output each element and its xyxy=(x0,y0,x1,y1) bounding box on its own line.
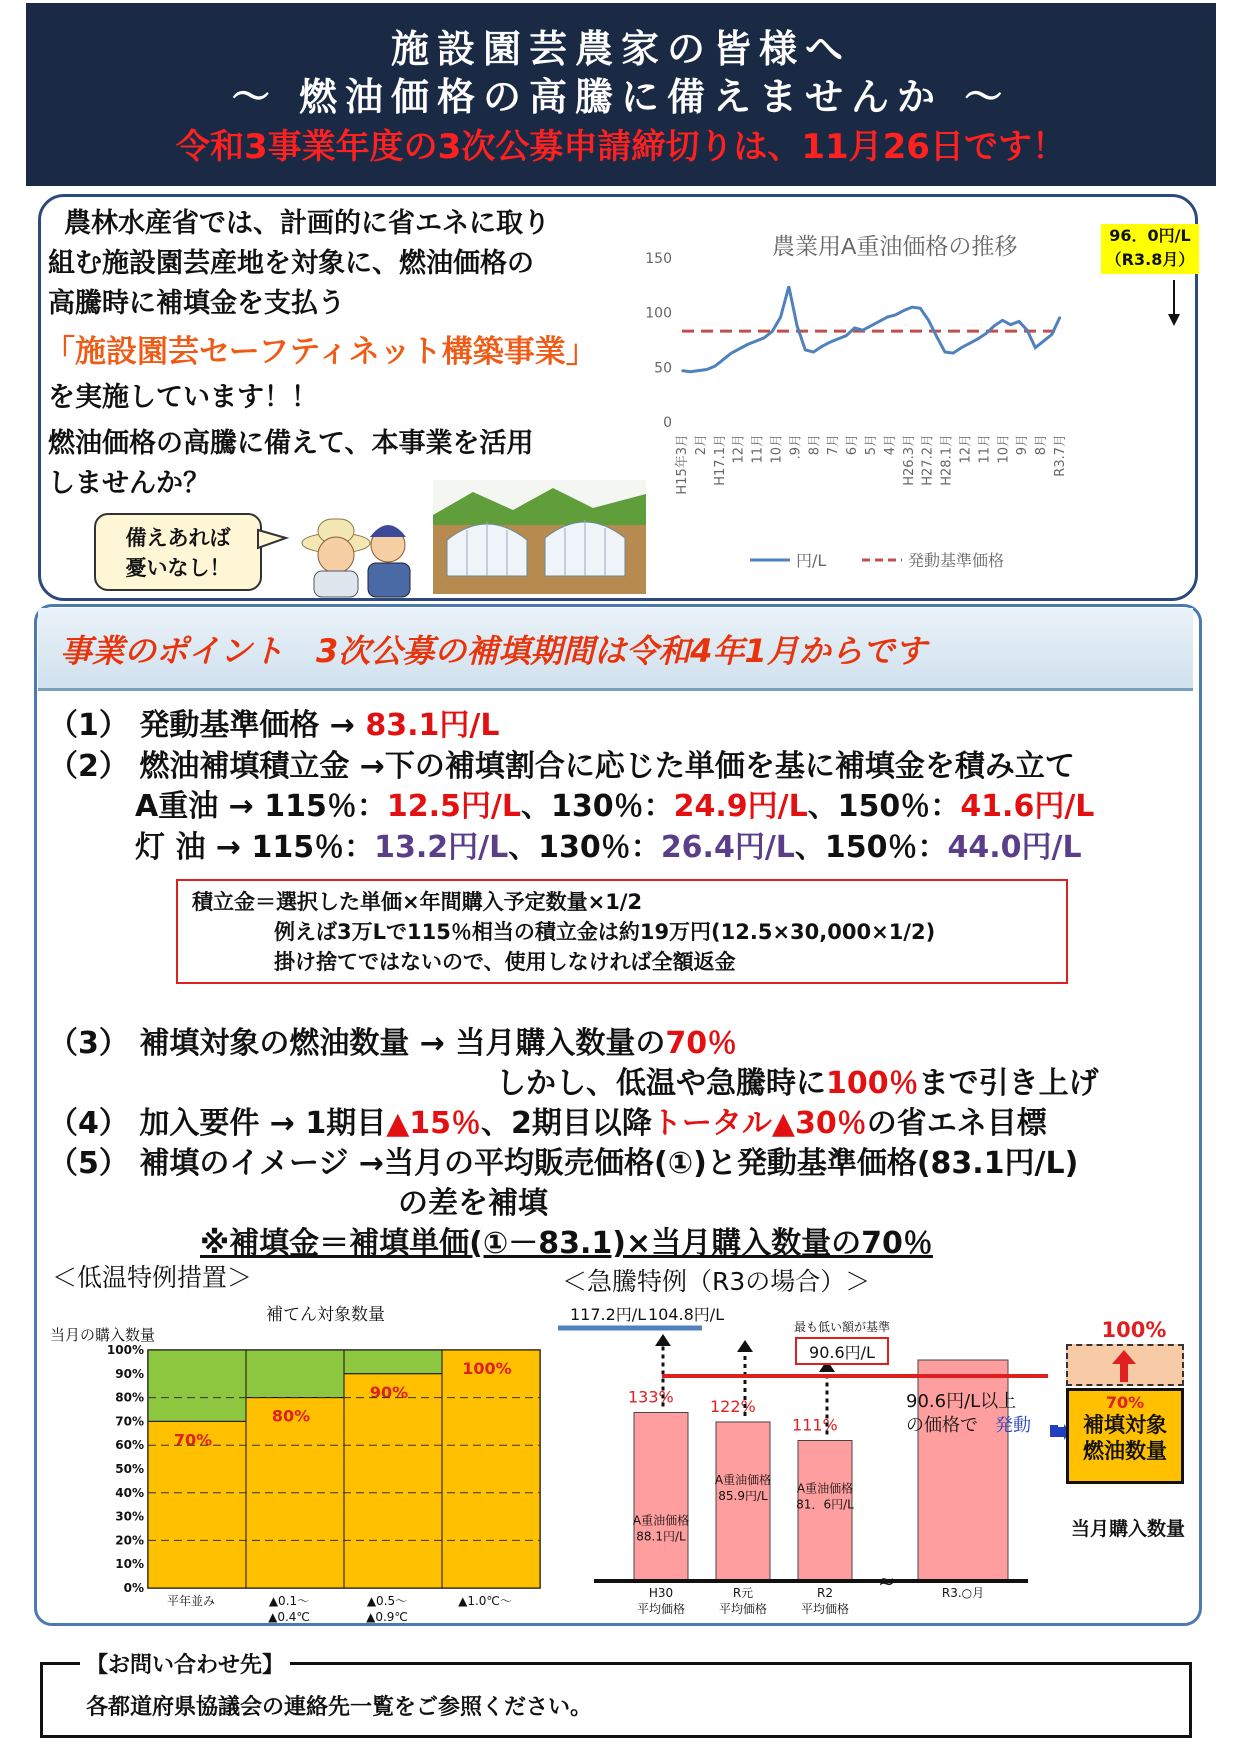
low-temp-title: ＜低温特例措置＞ xyxy=(52,1263,253,1292)
surge-chart xyxy=(570,1300,1058,1620)
price-point xyxy=(804,349,806,351)
price-point xyxy=(895,314,897,316)
legend-price-label: 円/L xyxy=(796,551,827,570)
item-5-line-2: の差を補填 xyxy=(398,1186,548,1221)
price-point xyxy=(870,325,872,327)
price-point xyxy=(698,370,700,372)
farmers-illustration xyxy=(296,505,428,597)
y-tick-label: 150 xyxy=(645,251,672,267)
item-2: （2） 燃油補填積立金 →下の補填割合に応じた単価を基に補填金を積み立て xyxy=(48,749,1075,784)
item-3 xyxy=(48,1018,737,1062)
low-temp-chart xyxy=(48,1300,558,1624)
formula-line-3: 掛け捨てではないので、使用しなければ全額返金 xyxy=(274,950,736,974)
deadline-notice: 令和3事業年度の3次公募申請締切りは、11月26日です！ xyxy=(176,127,1066,167)
item-1-label: （1） 発動基準価格 → xyxy=(48,708,355,743)
formula-line-2: 例えば3万Lで115％相当の積立金は約19万円(12.5×30,000×1/2) xyxy=(274,920,936,944)
contact-body: 各都道府県協議会の連絡先一覧をご参照ください。 xyxy=(86,1695,593,1720)
item-5: （5） 補填のイメージ →当月の平均販売価格(①)と発動基準価格(83.1円/L) xyxy=(48,1146,1079,1181)
price-point xyxy=(911,306,913,308)
lt-x-tick: ▲0.9℃ xyxy=(366,1610,408,1624)
lt-green-region xyxy=(246,1350,344,1398)
lt-chart-title: 補てん対象数量 xyxy=(266,1305,385,1325)
formula-line-1: 積立金＝選択した単価×年間購入予定数量×1/2 xyxy=(192,890,643,914)
a-oil-label: A重油 → 115％： xyxy=(135,789,387,824)
x-tick-label: H28.1月 xyxy=(939,434,955,486)
price-point xyxy=(920,307,922,309)
y-tick-label: 100 xyxy=(645,305,672,322)
price-point xyxy=(796,325,798,327)
trigger-note-3: 発動 xyxy=(995,1415,1031,1436)
price-point xyxy=(862,329,864,331)
surge-arrow-head xyxy=(737,1340,753,1352)
lt-bar-label: 90% xyxy=(369,1382,409,1402)
x-tick-label: 8月 xyxy=(1034,434,1050,456)
price-point xyxy=(714,365,716,367)
lt-y-tick: 50% xyxy=(115,1462,144,1476)
price-point xyxy=(681,370,683,372)
a-oil-150: 41.6円/L xyxy=(960,789,1095,824)
x-tick-label: 4月 xyxy=(882,434,898,456)
a-oil-130: 24.9円/L xyxy=(673,789,808,824)
kerosene-130: 26.4円/L xyxy=(660,830,795,865)
price-point xyxy=(1010,324,1012,326)
surge-x-tick: R元 xyxy=(732,1586,754,1600)
surge-bar-label: A重油価格 xyxy=(796,1481,854,1496)
kerosene-sep-2: 、150％： xyxy=(794,830,948,865)
price-point xyxy=(813,351,815,353)
price-point xyxy=(788,286,790,288)
intro-line-2: 組む施設園芸産地を対象に、燃油価格の xyxy=(48,248,534,279)
y-tick-label: 50 xyxy=(654,360,672,377)
price-point xyxy=(739,348,741,350)
x-tick-label: 9月 xyxy=(1015,434,1031,456)
surge-x-tick: 平均価格 xyxy=(800,1602,850,1616)
kerosene-150: 44.0円/L xyxy=(947,830,1082,865)
price-point xyxy=(961,347,963,349)
surge-bar-label: A重油価格 xyxy=(632,1513,690,1528)
header-banner xyxy=(26,3,1216,186)
lt-y-tick: 20% xyxy=(115,1533,144,1548)
lt-y-tick: 40% xyxy=(115,1485,144,1500)
x-tick-label: R3.7月 xyxy=(1053,434,1068,477)
a-oil-rates xyxy=(135,781,1094,825)
price-series-line xyxy=(682,286,1060,371)
surge-percent: 122% xyxy=(710,1396,756,1416)
points-title: 事業のポイント 3次公募の補填期間は令和4年1月からです xyxy=(60,632,927,670)
item-4-label: （4） 加入要件 → 1期目 xyxy=(48,1106,387,1141)
price-point xyxy=(985,333,987,335)
price-point xyxy=(829,341,831,343)
lt-y-tick: 10% xyxy=(115,1557,144,1572)
lt-bar xyxy=(344,1374,442,1588)
price-point xyxy=(1018,321,1020,323)
trigger-note-2: の価格で xyxy=(906,1415,978,1436)
price-point xyxy=(722,359,724,361)
surge-bar xyxy=(634,1412,688,1581)
lt-bar xyxy=(442,1350,540,1588)
price-point xyxy=(1026,329,1028,331)
surge-x-tick: R3.○月 xyxy=(941,1586,985,1600)
surge-x-tick: 平均価格 xyxy=(636,1602,686,1616)
x-tick-label: 11月 xyxy=(977,434,993,464)
price-point xyxy=(747,344,749,346)
price-point xyxy=(993,325,995,327)
item-4-total: トータル▲30％ xyxy=(651,1106,867,1141)
price-point xyxy=(903,310,905,312)
price-point xyxy=(1035,347,1037,349)
item-1 xyxy=(48,700,499,744)
surge-percent: 111% xyxy=(792,1415,838,1435)
item-4 xyxy=(48,1098,1047,1142)
surge-bar-label: 88.1円/L xyxy=(636,1529,686,1544)
price-point xyxy=(706,369,708,371)
price-point xyxy=(780,316,782,318)
x-tick-label: .9月 xyxy=(788,434,804,460)
intro-line-1: 農林水産省では、計画的に省エネに取り xyxy=(64,208,550,239)
qty-mid-label: 70% xyxy=(1105,1393,1145,1412)
surge-cap-label: 104.8円/L xyxy=(648,1305,725,1324)
item-3b-value: 100％ xyxy=(826,1066,919,1101)
price-point xyxy=(755,340,757,342)
surge-cap-label: 117.2円/L xyxy=(570,1305,647,1324)
lt-y-tick: 100% xyxy=(106,1343,144,1357)
qty-top-label: 100% xyxy=(1101,1318,1167,1342)
surge-bar-label: 81．6円/L xyxy=(796,1497,854,1512)
price-point xyxy=(928,320,930,322)
surge-x-tick: 平均価格 xyxy=(718,1602,768,1616)
price-point xyxy=(821,346,823,348)
price-point xyxy=(772,330,774,332)
x-tick-label: 7月 xyxy=(826,434,842,456)
greenhouse-illustration xyxy=(433,480,646,594)
surge-bar-label: A重油価格 xyxy=(714,1472,772,1487)
price-point xyxy=(1002,320,1004,322)
qty-caption: 当月購入数量 xyxy=(1070,1518,1185,1540)
item-3-label: （3） 補填対象の燃油数量 → 当月購入数量の xyxy=(48,1026,666,1061)
callout-month: （R3.8月） xyxy=(1105,250,1195,269)
x-tick-label: 12月 xyxy=(958,434,974,464)
lt-x-tick: ▲0.1～ xyxy=(268,1594,310,1608)
reserve-formula-box xyxy=(176,879,1068,984)
header-subtitle: ～ 燃油価格の高騰に備えませんか ～ xyxy=(231,75,1011,119)
lowest-note: 最も低い額が基準 xyxy=(793,1320,891,1334)
qty-label-2: 燃油数量 xyxy=(1083,1439,1167,1463)
y-tick-label: 0 xyxy=(663,415,672,431)
item-4-first: ▲15％ xyxy=(386,1106,482,1141)
kerosene-sep-1: 、130％： xyxy=(508,830,661,865)
kerosene-115: 13.2円/L xyxy=(374,830,509,865)
kerosene-rates xyxy=(135,822,1082,866)
x-tick-label: H27.2月 xyxy=(920,434,936,486)
lt-y-tick: 90% xyxy=(115,1366,144,1381)
price-point xyxy=(854,327,856,329)
lt-green-region xyxy=(344,1350,442,1374)
price-point xyxy=(878,321,880,323)
price-point xyxy=(944,351,946,353)
x-tick-label: 12月 xyxy=(731,434,747,464)
chart-title: 農業用A重油価格の推移 xyxy=(772,233,1018,259)
price-point xyxy=(1043,340,1045,342)
item-3b-post: まで引き上げ xyxy=(918,1066,1099,1101)
surge-percent: 133% xyxy=(628,1387,674,1407)
a-oil-sep-1: 、130％： xyxy=(520,789,674,824)
intro-line-6: しませんか？ xyxy=(48,468,210,499)
lt-y-tick: 70% xyxy=(115,1414,144,1429)
bubble-tail xyxy=(258,526,288,556)
callout-price: 96．0円/L xyxy=(1109,226,1191,245)
bubble-line-1: 備えあれば xyxy=(125,526,231,550)
speech-bubble xyxy=(94,513,262,591)
item-4-mid: 、2期目以降 xyxy=(481,1106,652,1141)
price-point xyxy=(837,338,839,340)
points-title-bar xyxy=(38,608,1193,691)
qty-label-1: 補填対象 xyxy=(1083,1413,1167,1437)
lt-bar-label: 100% xyxy=(462,1359,512,1378)
surge-title: ＜急騰特例（R3の場合）＞ xyxy=(562,1267,871,1296)
surge-arrow-head xyxy=(655,1334,671,1346)
header-title: 施設園芸農家の皆様へ xyxy=(390,27,851,71)
surge-x-tick: R2 xyxy=(817,1586,833,1600)
latest-price-callout xyxy=(1101,224,1199,274)
a-oil-sep-2: 、150％： xyxy=(807,789,961,824)
threshold-value: 90.6円/L xyxy=(809,1343,875,1362)
price-point xyxy=(846,335,848,337)
item-3-value: 70％ xyxy=(665,1026,738,1061)
lt-bar-label: 70% xyxy=(173,1430,213,1450)
up-arrow-icon xyxy=(1112,1350,1136,1382)
kerosene-label: 灯 油 → 115％： xyxy=(135,830,375,865)
x-tick-label: 8月 xyxy=(807,434,823,456)
compensation-formula: ※補填金＝補填単価(①－83.1)×当月購入数量の70％ xyxy=(200,1226,933,1261)
lt-x-tick: ▲0.5～ xyxy=(366,1594,408,1608)
x-tick-label: 6月 xyxy=(845,434,861,456)
item-3b-pre: しかし、低温や急騰時に xyxy=(496,1066,826,1101)
contact-title: 【お問い合わせ先】 xyxy=(80,1648,290,1679)
lt-y-axis-label: 当月の購入数量 xyxy=(50,1326,156,1344)
x-tick-label: H26.3月 xyxy=(901,434,917,486)
price-point xyxy=(731,352,733,354)
lt-x-tick: 平年並み xyxy=(166,1594,216,1608)
price-point xyxy=(936,336,938,338)
lt-bar-label: 80% xyxy=(271,1406,311,1426)
lt-green-region xyxy=(148,1350,246,1421)
price-point xyxy=(977,338,979,340)
x-tick-label: 5月 xyxy=(864,434,879,456)
lt-x-tick: ▲0.4℃ xyxy=(268,1610,310,1624)
axis-break-icon: ≈ xyxy=(878,1569,895,1593)
x-tick-label: 2月 xyxy=(693,434,709,456)
x-tick-label: H15年3月 xyxy=(675,434,690,495)
lt-y-tick: 30% xyxy=(115,1509,144,1524)
price-point xyxy=(887,316,889,318)
item-4-post: の省エネ目標 xyxy=(866,1106,1047,1141)
lt-y-tick: 80% xyxy=(115,1390,144,1405)
a-oil-115: 12.5円/L xyxy=(386,789,521,824)
price-point xyxy=(689,371,691,373)
x-tick-label: 11月 xyxy=(750,434,766,464)
surge-x-tick: H30 xyxy=(648,1586,674,1600)
price-point xyxy=(1059,316,1061,318)
lt-y-tick: 60% xyxy=(115,1438,144,1453)
program-name: 「施設園芸セーフティネット構築事業」 xyxy=(44,334,597,370)
intro-line-4: を実施しています！！ xyxy=(48,382,318,413)
x-tick-label: H17.1月 xyxy=(712,434,728,486)
legend-base-label: 発動基準価格 xyxy=(908,551,1005,570)
price-point xyxy=(969,342,971,344)
intro-line-3: 高騰時に補填金を支払う xyxy=(48,288,345,319)
x-tick-label: 10月 xyxy=(996,434,1012,464)
qty-base-region xyxy=(1066,1388,1184,1484)
price-point xyxy=(952,352,954,354)
trigger-note-1: 90.6円/L以上 xyxy=(906,1391,1017,1412)
lt-y-tick: 0% xyxy=(123,1581,144,1595)
price-point xyxy=(763,337,765,339)
down-arrow-icon xyxy=(1166,280,1182,326)
intro-line-5: 燃油価格の高騰に備えて、本事業を活用 xyxy=(48,428,534,459)
item-3b xyxy=(496,1058,1099,1102)
bubble-line-2: 憂いなし！ xyxy=(125,556,231,580)
price-point xyxy=(1051,334,1053,336)
x-tick-label: 10月 xyxy=(769,434,785,464)
lt-x-tick: ▲1.0℃～ xyxy=(458,1594,512,1608)
surge-bar-label: 85.9円/L xyxy=(718,1488,768,1503)
item-1-value: 83.1円/L xyxy=(365,708,500,743)
